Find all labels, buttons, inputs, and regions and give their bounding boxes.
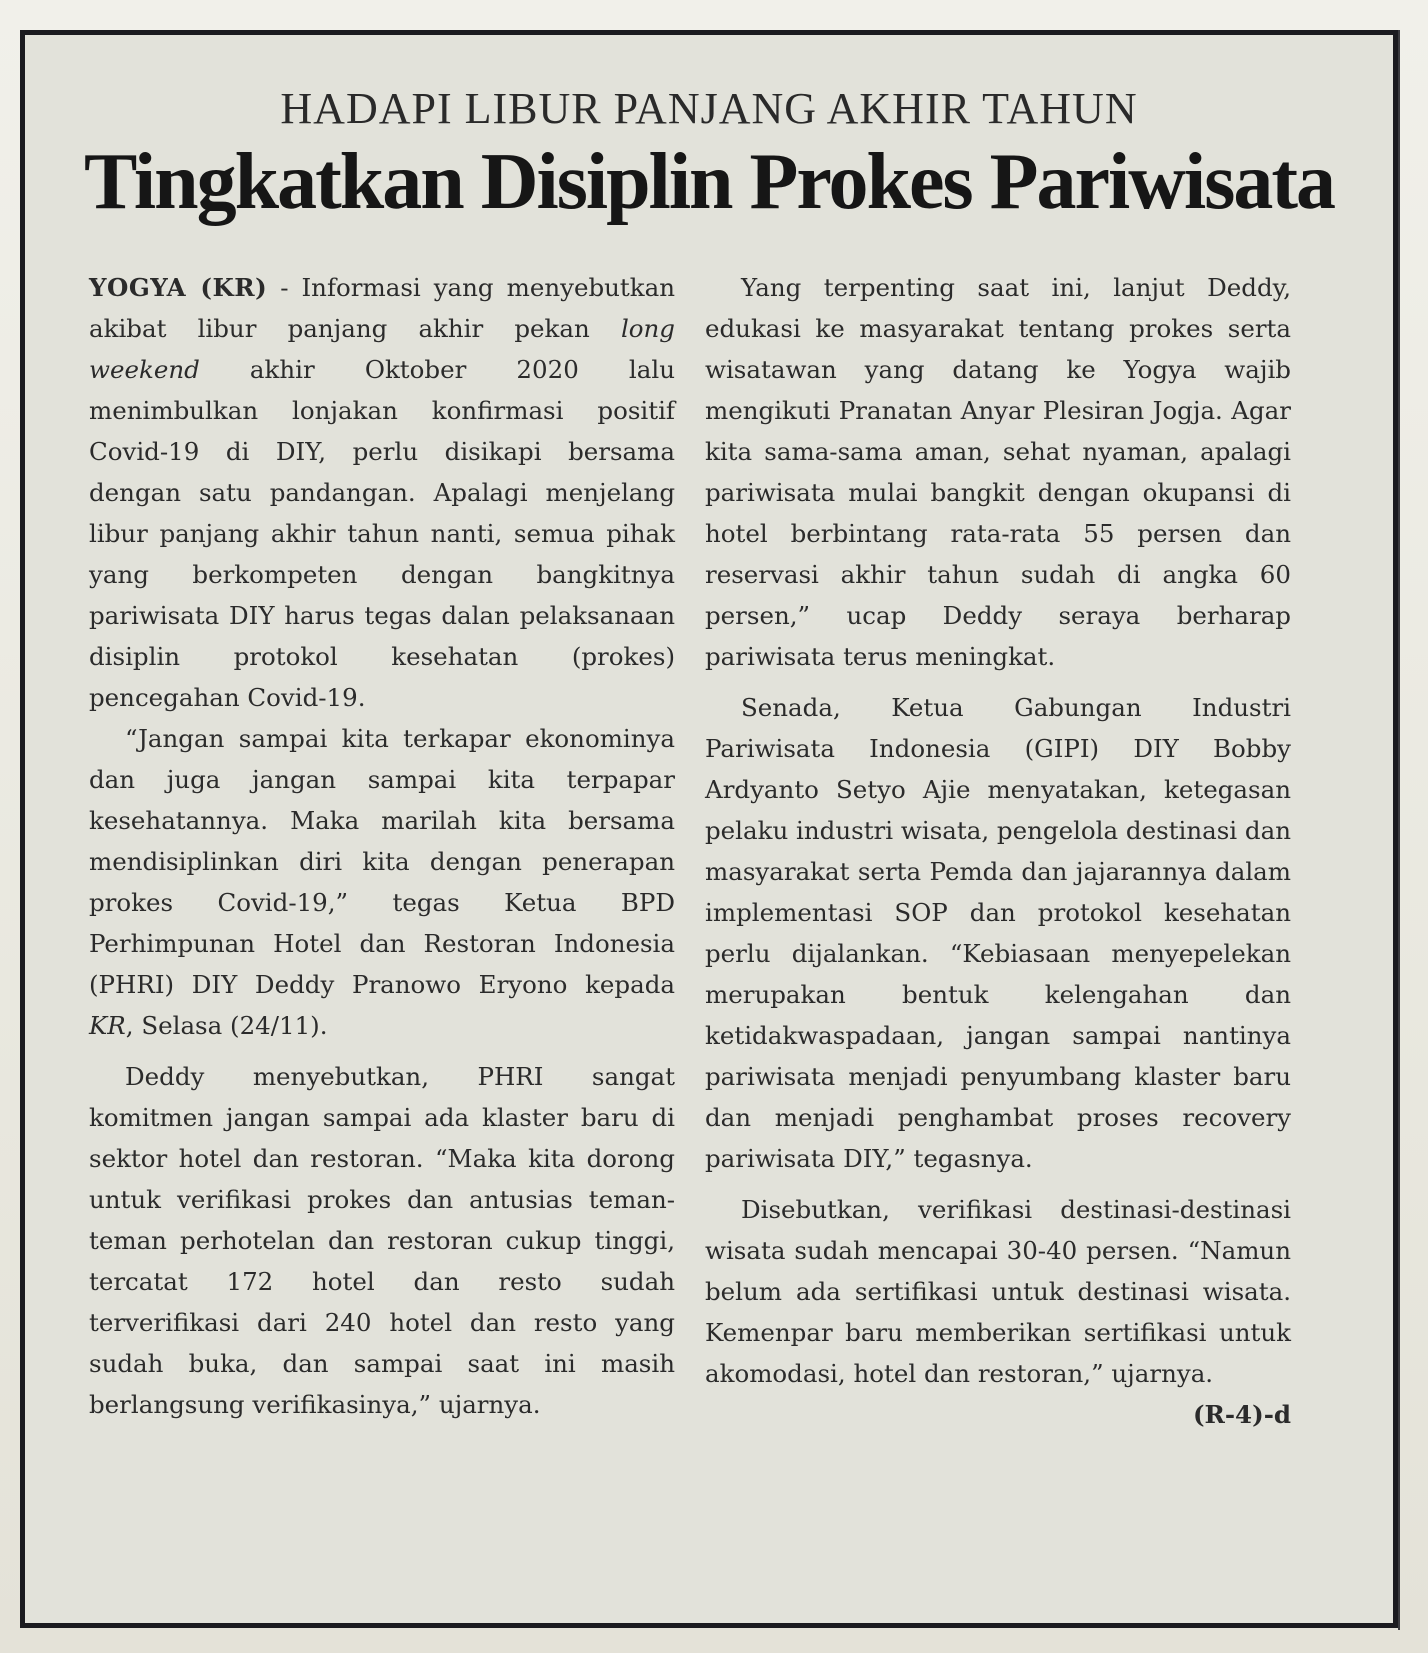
right-column <box>705 267 1291 1607</box>
right-edge-rule <box>1398 30 1400 1630</box>
left-column <box>89 267 675 1607</box>
paragraph-2-tail: , Selasa (24/11). <box>125 1011 328 1040</box>
paragraph-4: Yang terpenting saat ini, lanjut Deddy, edukasi ke masyarakat tentang prokes serta wisatawan yang datang ke Yogya wajib mengikuti Pranatan Anyar Plesiran Jogja. Agar kita sama-sama aman, sehat nyaman, apalagi pariwisata mulai bangkit dengan okupansi di hotel berbintang rata-rata 55 persen dan reservasi akhir tahun sudah di angka 60 persen,” ucap Deddy seraya berharap pariwisata terus meningkat. <box>705 273 1291 671</box>
author-code: (R-4)-d <box>1192 1400 1291 1429</box>
paragraph-2 <box>89 718 675 1046</box>
paragraph-1 <box>89 267 675 718</box>
paragraph-6 <box>705 1189 1291 1429</box>
article-headline: Tingkatkan Disiplin Prokes Pariwisata <box>84 138 1334 226</box>
paragraph-1-tail: akhir Oktober 2020 lalu menimbulkan lonjakan konfirmasi positif Covid-19 di DIY, perlu disikapi bersama dengan satu pandangan. Apalagi menjelang libur panjang akhir tahun nanti, semua pihak yang berkompeten dengan bangkitnya pariwisata DIY harus tegas dalan pelaksanaan disiplin protokol kesehatan (prokes) pencegahan Covid-19. <box>89 355 675 712</box>
article-kicker: HADAPI LIBUR PANJANG AKHIR TAHUN <box>280 84 1138 133</box>
paragraph-2-italic: KR <box>89 1011 126 1040</box>
article-frame <box>20 30 1398 1628</box>
dateline: YOGYA (KR) <box>89 273 268 302</box>
paragraph-1-italic: long weekend <box>89 314 675 384</box>
paragraph-5: Senada, Ketua Gabungan Industri Pariwisata Indonesia (GIPI) DIY Bobby Ardyanto Setyo Ajie menyatakan, ketegasan pelaku industri wisata, pengelola destinasi dan masyarakat serta Pemda dan jajarannya dalam implementasi SOP dan protokol kesehatan perlu dijalankan. “Kebiasaan menyepelekan merupakan bentuk kelengahan dan ketidakwaspadaan, jangan sampai nantinya pariwisata menjadi penyumbang klaster baru dan menjadi penghambat proses recovery pariwisata DIY,” tegasnya. <box>705 693 1291 1173</box>
paragraph-3: Deddy menyebutkan, PHRI sangat komitmen jangan sampai ada klaster baru di sektor hotel dan restoran. “Maka kita dorong untuk verifikasi prokes dan antusias teman-teman perhotelan dan restoran cukup tinggi, tercatat 172 hotel dan resto sudah terverifikasi dari 240 hotel dan resto yang sudah buka, dan sampai saat ini masih berlangsung verifikasinya,” ujarnya. <box>89 1062 675 1419</box>
paragraph-2-lead: “Jangan sampai kita terkapar ekonominya dan juga jangan sampai kita terpapar kesehatannya. Maka marilah kita bersama mendisiplinkan diri kita dengan penerapan prokes Covid-19,” tegas Ketua BPD Perhimpunan Hotel dan Restoran Indonesia (PHRI) DIY Deddy Pranowo Eryono kepada <box>89 724 675 999</box>
paragraph-6-text: Disebutkan, verifikasi destinasi-destinasi wisata sudah mencapai 30-40 persen. “Namun belum ada sertifikasi untuk destinasi wisata. Kemenpar baru memberikan sertifikasi untuk akomodasi, hotel dan restoran,” ujarnya. <box>705 1195 1291 1388</box>
paragraph-1-lead: - Informasi yang menyebutkan akibat libur panjang akhir pekan <box>89 273 675 343</box>
